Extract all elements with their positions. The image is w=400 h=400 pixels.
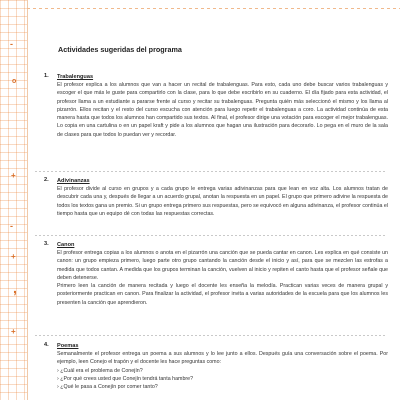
margin-glyph-plus: + <box>11 252 16 261</box>
section-heading: Adivinanzas <box>57 178 90 184</box>
section-separator <box>35 335 385 336</box>
section-trabalenguas <box>44 73 388 139</box>
margin-glyph-dash: - <box>10 39 13 49</box>
top-dotted-rule <box>27 8 400 9</box>
section-poemas <box>44 342 388 391</box>
page-title: Actividades sugeridas del programa <box>58 45 182 54</box>
section-adivinanzas <box>44 177 388 218</box>
section-paragraph: Primero leen la canción de manera recitada y luego el docente les enseña la melodía. Practican varias veces de manera grupal y posteriormente practican en canon. Para finalizar la actividad, el profesor invita a varias autoridades de la escuela para que los alumnos les presenten la canción que aprendieron. <box>57 283 388 306</box>
section-separator <box>35 235 385 236</box>
decorative-grid-margin <box>0 0 28 400</box>
section-heading: Poemas <box>57 343 79 349</box>
section-heading: Trabalenguas <box>57 74 94 80</box>
margin-glyph-dash: - <box>10 221 13 231</box>
margin-glyph-comma: , <box>13 280 17 296</box>
margin-glyph-plus: + <box>11 171 16 180</box>
section-number: 2. <box>44 177 49 183</box>
margin-glyph-circle: o <box>12 78 17 85</box>
section-paragraph: El profesor explica a los alumnos que van a hacer un recital de trabalenguas. Para esto, cada uno debe buscar varios trabalenguas y escoger el que más le guste para compartirlo con la clase, para lo que debe escribirlo en su cuaderno. El día fijado para esta actividad, el profesor llama a un estudiante a pararse frente al curso y recitar su trabalenguas. Pregunta quién más seleccionó el mismo y los llama al pizarrón. Ellos recitan y el resto del curso escucha con atención para luego repetir el trabalenguas a coro. La actividad continúa de esta manera hasta que todos los alumnos han compartido sus textos. Al final, el profesor dirige una votación para escoger el mejor trabalenguas. Lo copia en una cartulina o en un papel kraft y pide a los alumnos que hagan una ilustración para decorarlo. Lo pega en el muro de la sala de clases para que todos lo puedan ver y recordar. <box>57 82 388 138</box>
question-list <box>57 367 388 392</box>
section-number: 4. <box>44 342 49 348</box>
section-paragraph: El profesor divide al curso en grupos y a cada grupo le entrega varias adivinanzas para que lean en voz alta. Los alumnos tratan de descubrir cada una y, después de llegar a un acuerdo grupal, anotan la respuesta en un papel. El grupo que primero adivine la respuesta de todos los textos gana un premio. Si un grupo entrega primero sus respuestas, pero se equivocó en alguna adivinanza, el profesor continúa el tiempo hasta que un equipo dé con todas las respuestas correctas. <box>57 186 388 217</box>
section-paragraph: Semanalmente el profesor entrega un poema a sus alumnos y lo lee junto a ellos. Después guía una conversación sobre el poema. Por ejemplo, leen Conejo el trapón y el docente les hace preguntas como: <box>57 351 388 366</box>
section-paragraph: El profesor entrega copias a los alumnos o anota en el pizarrón una canción que se pueda cantar en canon. Les explica en qué consiste un canon: un grupo empieza primero, luego parte otro grupo cantando la canción desde el inicio y así, para que se mezclen las estrofas a medida que todos cantan. A medida que los grupos terminan la canción, vuelven al inicio y repiten el canto hasta que el profesor señale que deben detenerse. <box>57 250 388 281</box>
section-number: 1. <box>44 73 49 79</box>
section-heading: Canon <box>57 242 75 248</box>
section-canon <box>44 241 388 307</box>
section-separator <box>35 171 385 172</box>
question-item: › ¿Qué le pasa a Conejín por comer tanto? <box>57 383 388 391</box>
margin-glyph-plus: + <box>11 327 16 336</box>
question-item: › ¿Cuál era el problema de Conejín? <box>57 367 388 375</box>
section-number: 3. <box>44 241 49 247</box>
question-item: › ¿Por qué crees usted que Conejín tendrá tanta hambre? <box>57 375 388 383</box>
